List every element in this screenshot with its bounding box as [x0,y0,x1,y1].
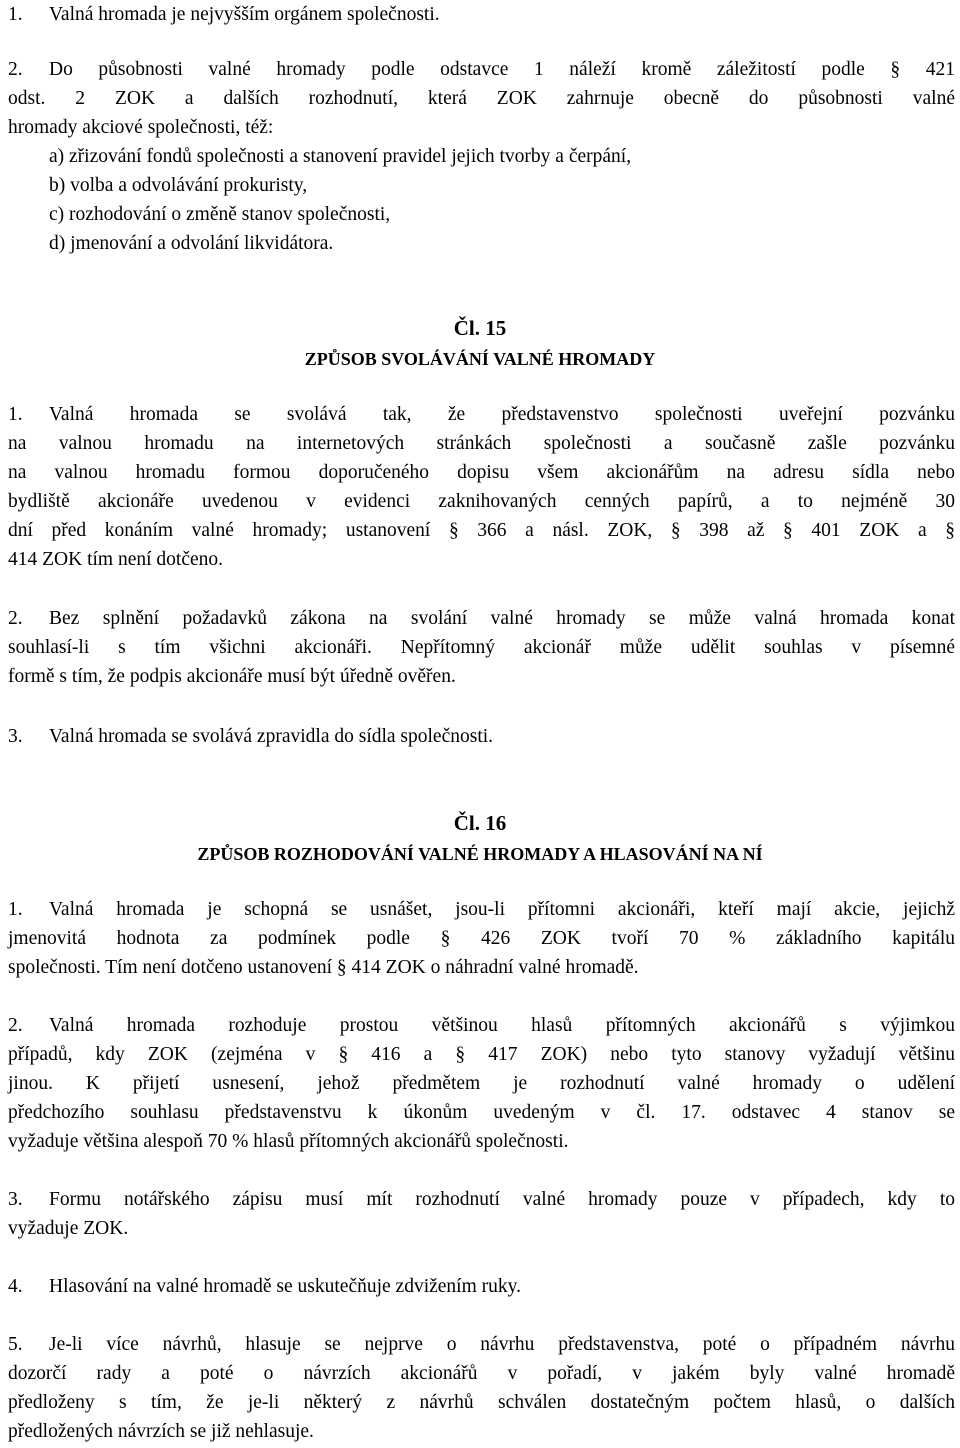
paragraph-number: 1. [8,4,23,25]
paragraph-line: Je-li více návrhů, hlasuje se nejprve o návrhu představenstva, poté o případném návrhu [49,1334,955,1355]
paragraph-line: Valná hromada rozhoduje prostou většinou hlasů přítomných akcionářů s výjimkou [49,1015,955,1036]
paragraph-line: souhlasí-li s tím všichni akcionáři. Nepřítomný akcionář může udělit souhlas v písemné [8,637,955,658]
paragraph-line: 414 ZOK tím není dotčeno. [8,549,224,570]
paragraph-number: 3. [8,726,23,747]
paragraph-line: hromady akciové společnosti, též: [8,117,274,138]
paragraph-16-1 [8,895,955,982]
paragraph-line: na valnou hromadu formou doporučeného dopisu všem akcionářům na adresu sídla nebo [8,462,955,483]
paragraph-14-1 [8,0,955,29]
paragraph-line: Valná hromada se svolává tak, že představenstvo společnosti uveřejní pozvánku [49,404,955,425]
paragraph-line: formě s tím, že podpis akcionáře musí být úředně ověřen. [8,666,456,687]
paragraph-16-2 [8,1011,955,1156]
article-15-title: ZPŮSOB SVOLÁVÁNÍ VALNÉ HROMADY [304,349,656,369]
paragraph-line: společnosti. Tím není dotčeno ustanovení § 414 ZOK o náhradní valné hromadě. [8,957,639,978]
paragraph-line: jmenovitá hodnota za podmínek podle § 426 ZOK tvoří 70 % základního kapitálu [8,928,955,949]
competence-list [49,142,631,258]
paragraph-16-5 [8,1330,955,1446]
paragraph-number: 2. [8,59,23,80]
paragraph-number: 2. [8,608,23,629]
paragraph-number: 1. [8,404,23,425]
paragraph-line: na valnou hromadu na internetových stránkách společnosti a současně zašle pozvánku [8,433,955,454]
paragraph-15-1 [8,400,955,574]
paragraph-number: 3. [8,1189,23,1210]
paragraph-number: 1. [8,899,23,920]
paragraph-line: předchozího souhlasu představenstvu k úkonům uvedeným v čl. 17. odstavec 4 stanov se [8,1102,955,1123]
article-16-title: ZPŮSOB ROZHODOVÁNÍ VALNÉ HROMADY A HLASOVÁNÍ NA NÍ [197,844,763,864]
paragraph-line: předložených návrzích se již nehlasuje. [8,1421,314,1442]
paragraph-line: Do působnosti valné hromady podle odstavce 1 náleží kromě záležitostí podle § 421 [49,59,955,80]
paragraph-16-4 [8,1272,955,1301]
paragraph-15-3 [8,722,955,751]
list-item: a) zřizování fondů společnosti a stanovení pravidel jejich tvorby a čerpání, [49,146,632,167]
article-16-heading: Čl. 16 [453,811,507,835]
paragraph-line: vyžaduje většina alespoň 70 % hlasů přítomných akcionářů společnosti. [8,1131,569,1152]
paragraph-line: bydliště akcionáře uvedenou v evidenci zaknihovaných cenných papírů, a to nejméně 30 [8,491,955,512]
paragraph-text: Valná hromada se svolává zpravidla do sídla společnosti. [49,726,494,747]
paragraph-16-3 [8,1185,955,1243]
paragraph-number: 2. [8,1015,23,1036]
list-item: c) rozhodování o změně stanov společnosti, [49,204,391,225]
paragraph-line: případů, kdy ZOK (zejména v § 416 a § 417 ZOK) nebo tyto stanovy vyžadují většinu [8,1044,955,1065]
paragraph-line: jinou. K přijetí usnesení, jehož předmětem je rozhodnutí valné hromady o udělení [8,1073,955,1094]
list-item: d) jmenování a odvolání likvidátora. [49,233,334,254]
paragraph-line: Valná hromada je schopná se usnášet, jsou-li přítomni akcionáři, kteří mají akcie, jejichž [49,899,955,920]
paragraph-14-2 [8,55,955,142]
paragraph-line: dní před konáním valné hromady; ustanovení § 366 a násl. ZOK, § 398 až § 401 ZOK a § [8,520,955,541]
paragraph-15-2 [8,604,955,691]
paragraph-line: vyžaduje ZOK. [8,1218,129,1239]
article-15-heading: Čl. 15 [453,316,507,340]
paragraph-line: Bez splnění požadavků zákona na svolání valné hromady se může valná hromada konat [49,608,955,629]
paragraph-line: dozorčí rady a poté o návrzích akcionářů v pořadí, v jakém byly valné hromadě [8,1363,955,1384]
paragraph-number: 5. [8,1334,23,1355]
paragraph-line: odst. 2 ZOK a dalších rozhodnutí, která ZOK zahrnuje obecně do působnosti valné [8,88,955,109]
paragraph-line: Formu notářského zápisu musí mít rozhodnutí valné hromady pouze v případech, kdy to [49,1189,955,1210]
list-item: b) volba a odvolávání prokuristy, [49,175,308,196]
paragraph-line: předloženy s tím, že je-li některý z návrhů schválen dostatečným počtem hlasů, o dalších [8,1392,955,1413]
paragraph-text: Hlasování na valné hromadě se uskutečňuje zdvižením ruky. [49,1276,521,1297]
paragraph-number: 4. [8,1276,23,1297]
paragraph-text: Valná hromada je nejvyšším orgánem společnosti. [49,4,440,25]
